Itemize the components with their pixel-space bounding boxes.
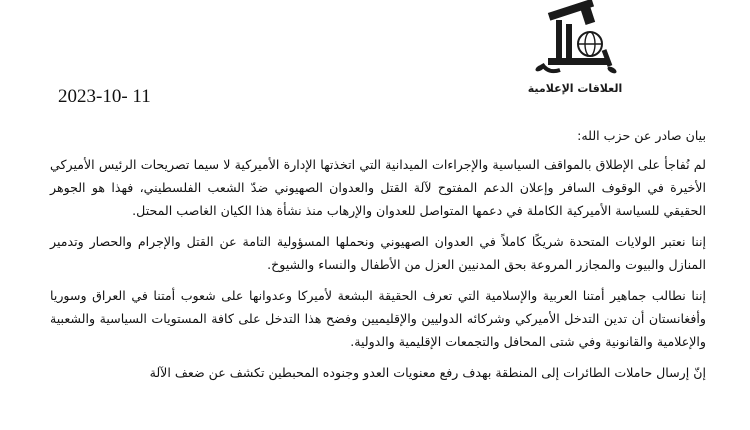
statement-body xyxy=(50,124,706,392)
statement-paragraph: لم نُفاجأ على الإطلاق بالمواقف السياسية والإجراءات الميدانية التي اتخذتها الإدارة الأميركية لا سيما تصريحات الرئيس الأميركي الأخيرة في الوقوف السافر وإعلان الدعم المفتوح لآلة القتل والعدوان الصهيوني ضدّ الشعب الفلسطيني، فهذا هو الجوهر الحقيقي للسياسة الأميركية الكاملة في دعمها المتواصل للعدوان والإرهاب منذ نشأة هذا الكيان الغاصب المحتل. xyxy=(50,157,706,218)
statement-date: 2023-10- 11 xyxy=(58,86,151,107)
logo xyxy=(520,0,630,98)
statement-paragraph: إننا نعتبر الولايات المتحدة شريكًا كاملاً في العدوان الصهيوني ونحملها المسؤولية التامة عن القتل والإجرام والحصار وتدمير المنازل والبيوت والمجازر المروعة بحق المدنيين العزل من الأطفال والنساء والشيوخ. xyxy=(50,234,706,272)
hezbollah-emblem-icon xyxy=(520,0,630,84)
statement-heading: بيان صادر عن حزب الله: xyxy=(577,128,706,143)
statement-paragraph: إنّ إرسال حاملات الطائرات إلى المنطقة بهدف رفع معنويات العدو وجنوده المحبطين تكشف عن ضعف الآلة xyxy=(149,365,706,380)
statement-paragraph: إننا نطالب جماهير أمتنا العربية والإسلامية التي تعرف الحقيقة البشعة لأميركا وعدوانها على شعوب أمتنا في العراق وسوريا وأفغانستان أن تدين التدخل الأميركي وشركائه الدوليين والإقليميين وفضح هذا التدخل على كافة المستويات السياسية والشعبية والإعلامية والقانونية وفي شتى المحافل والتجمعات الإقليمية والدولية. xyxy=(50,288,706,349)
logo-caption: العلاقات الإعلامية xyxy=(527,82,623,95)
